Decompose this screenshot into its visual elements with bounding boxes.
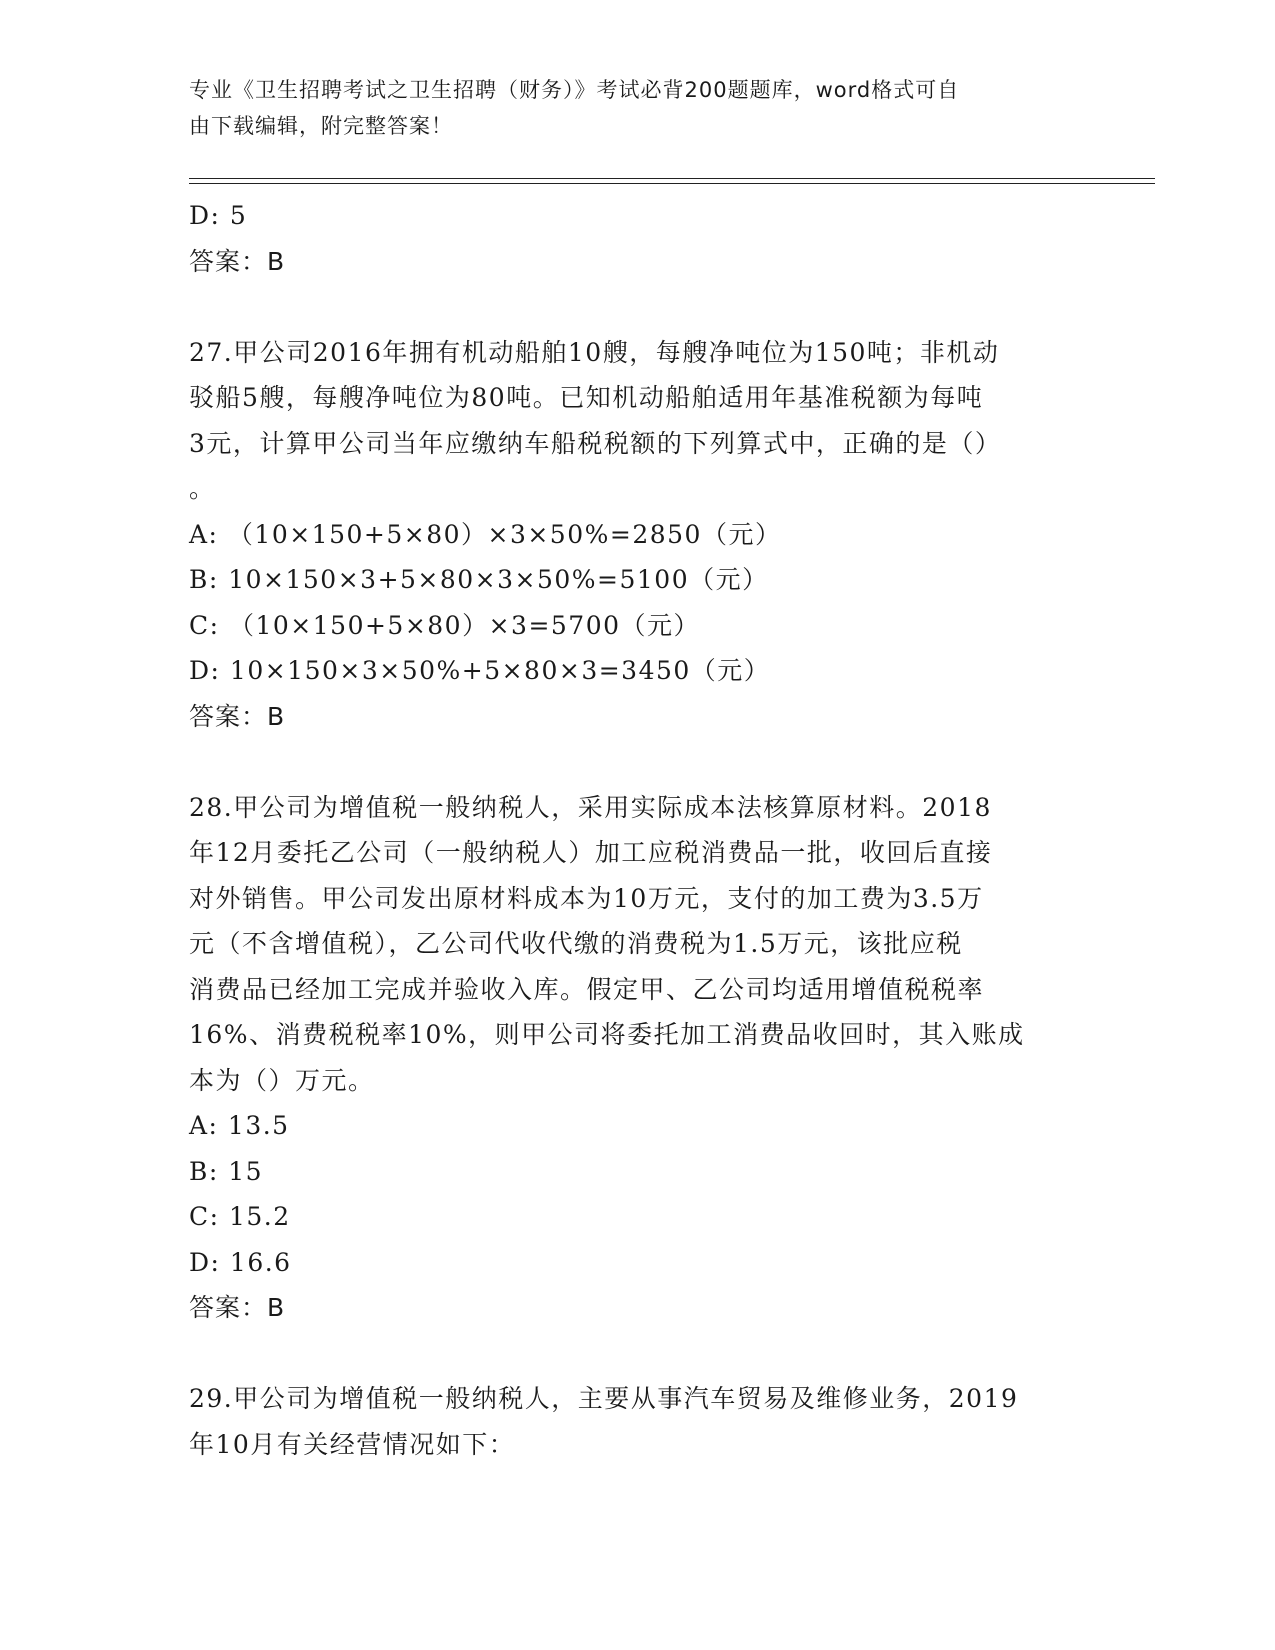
- question-text-line: 本为（）万元。: [189, 1065, 375, 1095]
- option-a: A: （10×150+5×80）×3×50%=2850（元）: [189, 519, 782, 549]
- option-b: B: 15: [189, 1156, 264, 1186]
- header-line-1: 专业《卫生招聘考试之卫生招聘（财务）》考试必背200题题库，word格式可自: [189, 78, 960, 102]
- answer-line: 答案：B: [189, 246, 286, 276]
- question-27: [189, 330, 1079, 740]
- question-29: [189, 1376, 1079, 1467]
- question-text-line: 消费品已经加工完成并验收入库。假定甲、乙公司均适用增值税税率: [189, 974, 985, 1004]
- option-c: C: 15.2: [189, 1202, 291, 1231]
- question-28: [189, 785, 1079, 1331]
- option-c: C: （10×150+5×80）×3=5700（元）: [189, 610, 701, 640]
- answer-line: 答案：B: [189, 701, 286, 731]
- question-text-line: 27.甲公司2016年拥有机动船舶10艘，每艘净吨位为150吨；非机动: [189, 337, 1000, 367]
- header-rule-top: [189, 178, 1155, 179]
- option-b: B: 10×150×3+5×80×3×50%=5100（元）: [189, 565, 769, 594]
- option-d: D: 16.6: [189, 1247, 292, 1277]
- question-text-line: 28.甲公司为增值税一般纳税人，采用实际成本法核算原材料。2018: [189, 792, 992, 822]
- option-d: D: 10×150×3×50%+5×80×3=3450（元）: [189, 656, 771, 685]
- question-text-line: 29.甲公司为增值税一般纳税人，主要从事汽车贸易及维修业务，2019: [189, 1384, 1019, 1413]
- spacer: [189, 1331, 1079, 1377]
- page-header: [189, 72, 1069, 144]
- previous-question-tail: [189, 193, 1079, 284]
- question-text-line: 对外销售。甲公司发出原材料成本为10万元，支付的加工费为3.5万: [189, 883, 984, 913]
- question-text-line: 。: [189, 474, 216, 503]
- question-text-line: 16%、消费税税率10%，则甲公司将委托加工消费品收回时，其入账成: [189, 1020, 1025, 1049]
- question-text-line: 元（不含增值税），乙公司代收代缴的消费税为1.5万元，该批应税: [189, 929, 963, 958]
- document-body: [189, 193, 1079, 1467]
- question-text-line: 年12月委托乙公司（一般纳税人）加工应税消费品一批，收回后直接: [189, 838, 993, 867]
- header-line-2: 由下载编辑，附完整答案！: [189, 114, 453, 138]
- option-a: A: 13.5: [189, 1111, 290, 1140]
- question-text-line: 驳船5艘，每艘净吨位为80吨。已知机动船舶适用年基准税额为每吨: [189, 383, 984, 412]
- spacer: [189, 739, 1079, 785]
- spacer: [189, 284, 1079, 330]
- answer-line: 答案：B: [189, 1293, 286, 1322]
- question-text-line: 3元，计算甲公司当年应缴纳车船税税额的下列算式中，正确的是（）: [189, 428, 1002, 458]
- question-text-line: 年10月有关经营情况如下：: [189, 1429, 516, 1459]
- option-d: D: 5: [189, 201, 248, 230]
- header-rule-bottom: [189, 183, 1155, 184]
